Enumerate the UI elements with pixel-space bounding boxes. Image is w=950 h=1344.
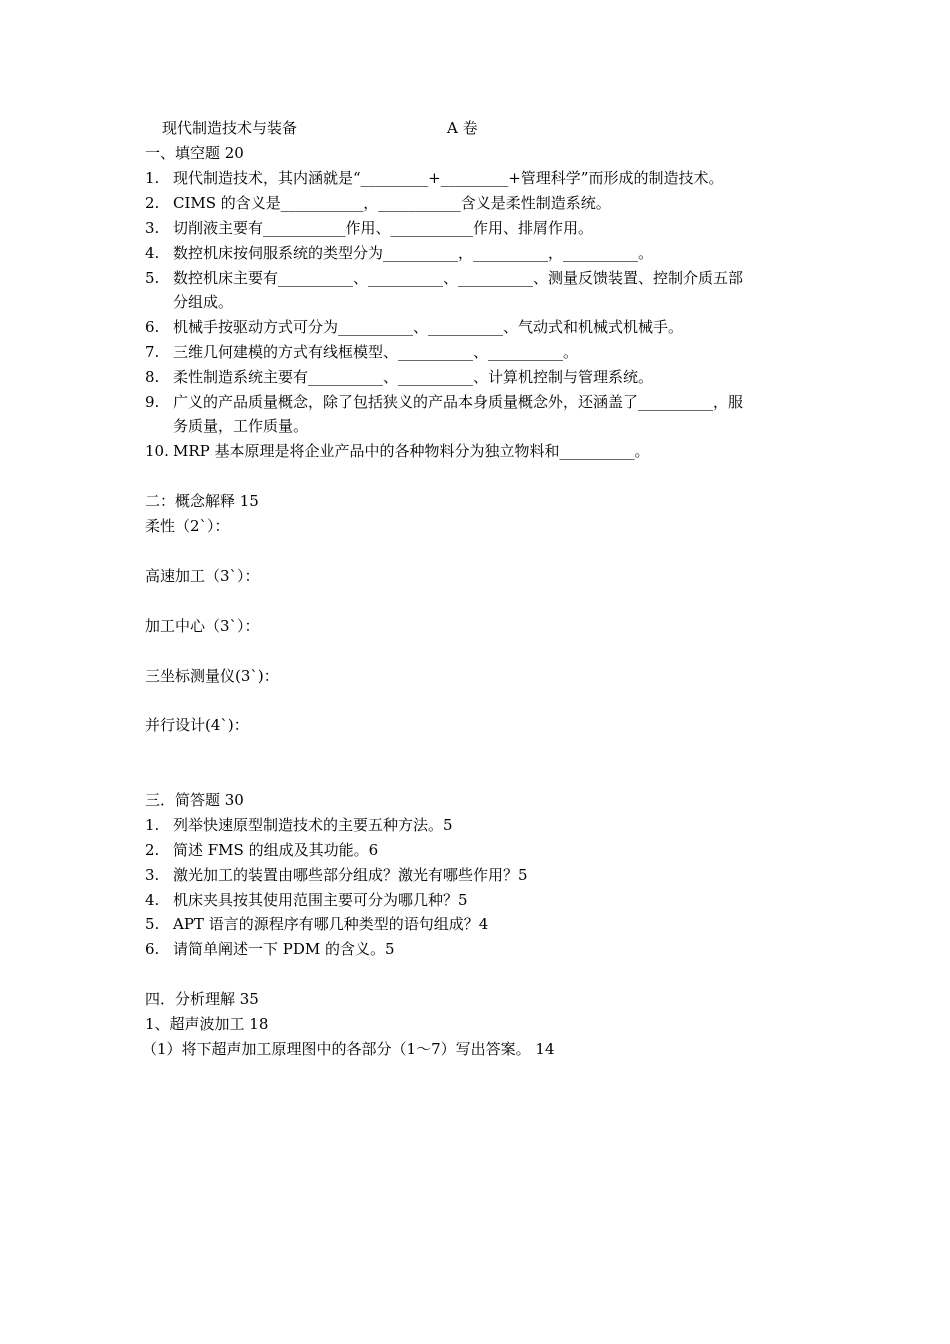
section-heading: 四．分析理解 35	[145, 990, 259, 1008]
item-number: 1.	[145, 816, 160, 834]
item-number: 3.	[145, 866, 160, 884]
concept-item: 并行设计(4`)：	[145, 716, 249, 734]
item-text: 列举快速原型制造技术的主要五种方法。5	[173, 816, 453, 834]
item-text: 现代制造技术，其内涵就是“_________+_________+管理科学”而形成的制造技术。	[173, 169, 724, 187]
exam-title: 现代制造技术与装备	[162, 119, 298, 137]
item-number: 6.	[145, 940, 160, 958]
item-text: 机械手按驱动方式可分为__________、__________、气动式和机械式机械手。	[173, 318, 684, 336]
item-text: 柔性制造系统主要有__________、__________、计算机控制与管理系统。	[173, 368, 654, 386]
item-text: MRP 基本原理是将企业产品中的各种物料分为独立物料和__________。	[173, 442, 650, 460]
sub-heading: 1、超声波加工 18	[145, 1015, 269, 1033]
item-text: APT 语言的源程序有哪几种类型的语句组成？4	[173, 915, 489, 933]
item-text-continued: 分组成。	[173, 293, 234, 311]
paper-type: A 卷	[447, 119, 478, 137]
item-number: 5.	[145, 915, 160, 933]
item-text: 数控机床按伺服系统的类型分为__________，__________，__________。	[173, 244, 654, 262]
item-number: 2.	[145, 194, 160, 212]
item-text: 简述 FMS 的组成及其功能。6	[173, 841, 379, 859]
section-heading: 一、填空题 20	[145, 144, 244, 162]
item-text: 机床夹具按其使用范围主要可分为哪几种？5	[173, 891, 468, 909]
item-text: 切削液主要有___________作用、___________作用、排屑作用。	[173, 219, 594, 237]
item-text: 请简单阐述一下 PDM 的含义。5	[173, 940, 395, 958]
item-number: 1.	[145, 169, 160, 187]
item-number: 9.	[145, 393, 160, 411]
item-number: 6.	[145, 318, 160, 336]
item-number: 7.	[145, 343, 160, 361]
item-text: CIMS 的含义是___________，___________含义是柔性制造系统。	[173, 194, 611, 212]
question-text: （1）将下超声加工原理图中的各部分（1～7）写出答案。 14	[142, 1040, 555, 1058]
concept-item: 高速加工（3`）：	[145, 567, 260, 585]
item-text: 广义的产品质量概念，除了包括狭义的产品本身质量概念外，还涵盖了__________，服	[173, 393, 744, 411]
item-number: 8.	[145, 368, 160, 386]
item-number: 4.	[145, 244, 160, 262]
concept-item: 柔性（2`）：	[145, 517, 230, 535]
item-text: 激光加工的装置由哪些部分组成？激光有哪些作用？5	[173, 866, 528, 884]
item-number: 3.	[145, 219, 160, 237]
concept-item: 三坐标测量仪(3`)：	[145, 667, 279, 685]
item-number: 2.	[145, 841, 160, 859]
item-number: 4.	[145, 891, 160, 909]
item-text: 数控机床主要有__________、__________、__________、测量反馈装置、控制介质五部	[173, 269, 744, 287]
concept-item: 加工中心（3`）：	[145, 617, 260, 635]
section-heading: 二：概念解释 15	[145, 492, 259, 510]
section-heading: 三．简答题 30	[145, 791, 244, 809]
item-number: 10.	[145, 442, 169, 460]
item-text-continued: 务质量，工作质量。	[173, 417, 309, 435]
item-number: 5.	[145, 269, 160, 287]
item-text: 三维几何建模的方式有线框模型、__________、__________。	[173, 343, 579, 361]
